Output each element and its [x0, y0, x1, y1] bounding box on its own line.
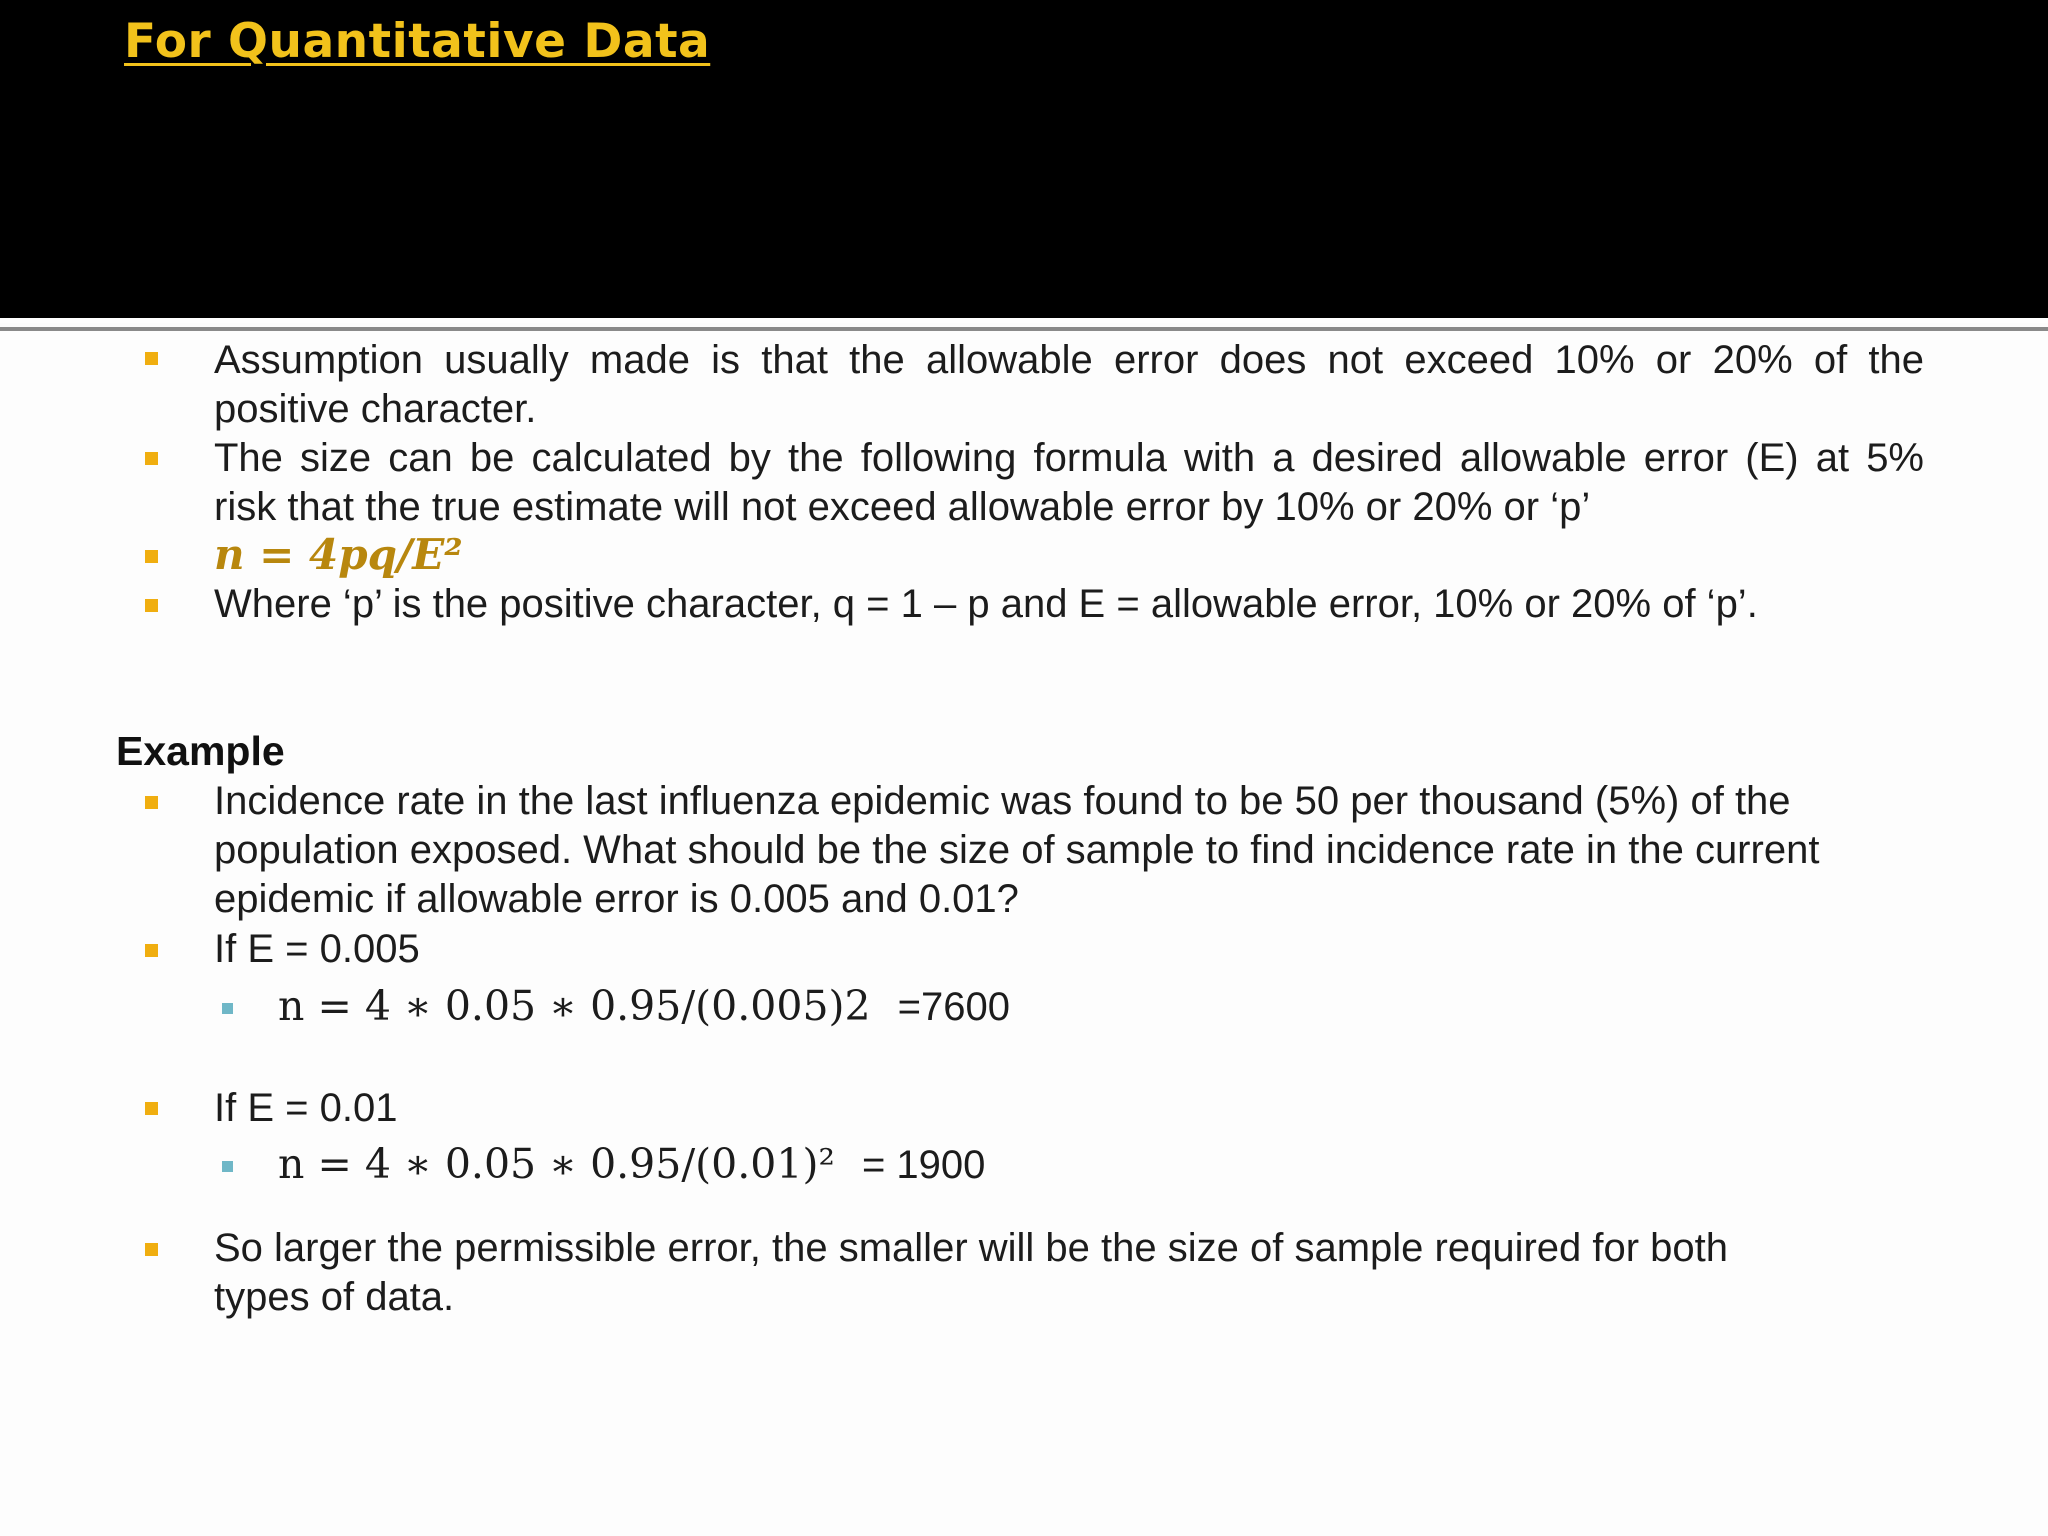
- example-question-line-1: Incidence rate in the last influenza epidemic was found to be 50 per thousand (5%) of the: [214, 779, 1791, 823]
- slide-title: For Quantitative Data: [124, 14, 711, 69]
- example-heading: Example: [116, 728, 285, 774]
- assumption-line-1: Assumption usually made is that the allowable error does not exceed 10% or 20% of the: [214, 338, 1924, 382]
- conclusion-line-2: types of data.: [214, 1275, 455, 1319]
- sample-size-formula: n = 4pq/E²: [214, 530, 463, 579]
- example-question-line-2: population exposed. What should be the size of sample to find incidence rate in the current: [214, 828, 1820, 872]
- bullet-marker: [145, 352, 158, 365]
- size-calc-line-1: The size can be calculated by the following formula with a desired allowable error (E) at 5%: [214, 436, 1924, 480]
- bullet-marker: [145, 1102, 158, 1115]
- case1-formula: [278, 982, 1010, 1030]
- bullet-marker: [145, 550, 158, 563]
- size-calc-line-2: risk that the true estimate will not exceed allowable error by 10% or 20% or ‘p’: [214, 485, 1591, 529]
- bullet-marker: [145, 599, 158, 612]
- bullet-marker: [145, 1243, 158, 1256]
- case2-result: = 1900: [861, 1143, 986, 1187]
- bullet-marker: [145, 796, 158, 809]
- case2-formula: [278, 1140, 985, 1188]
- bullet-marker: [145, 944, 158, 957]
- case1-condition: If E = 0.005: [214, 927, 420, 971]
- sub-bullet-marker: [222, 1161, 233, 1172]
- case2-condition: If E = 0.01: [214, 1086, 398, 1130]
- conclusion-line-1: So larger the permissible error, the smaller will be the size of sample required for both: [214, 1226, 1729, 1270]
- case2-formula-expression: n = 4 ∗ 0.05 ∗ 0.95/(0.01)²: [278, 1140, 835, 1188]
- example-question-line-3: epidemic if allowable error is 0.005 and 0.01?: [214, 877, 1019, 921]
- case1-result: =7600: [897, 985, 1011, 1029]
- assumption-line-2: positive character.: [214, 387, 537, 431]
- where-definition: Where ‘p’ is the positive character, q = 1 – p and E = allowable error, 10% or 20% of ‘p’.: [214, 582, 1758, 626]
- sub-bullet-marker: [222, 1003, 233, 1014]
- bullet-marker: [145, 452, 158, 465]
- case1-formula-expression: n = 4 ∗ 0.05 ∗ 0.95/(0.005)2: [278, 982, 871, 1030]
